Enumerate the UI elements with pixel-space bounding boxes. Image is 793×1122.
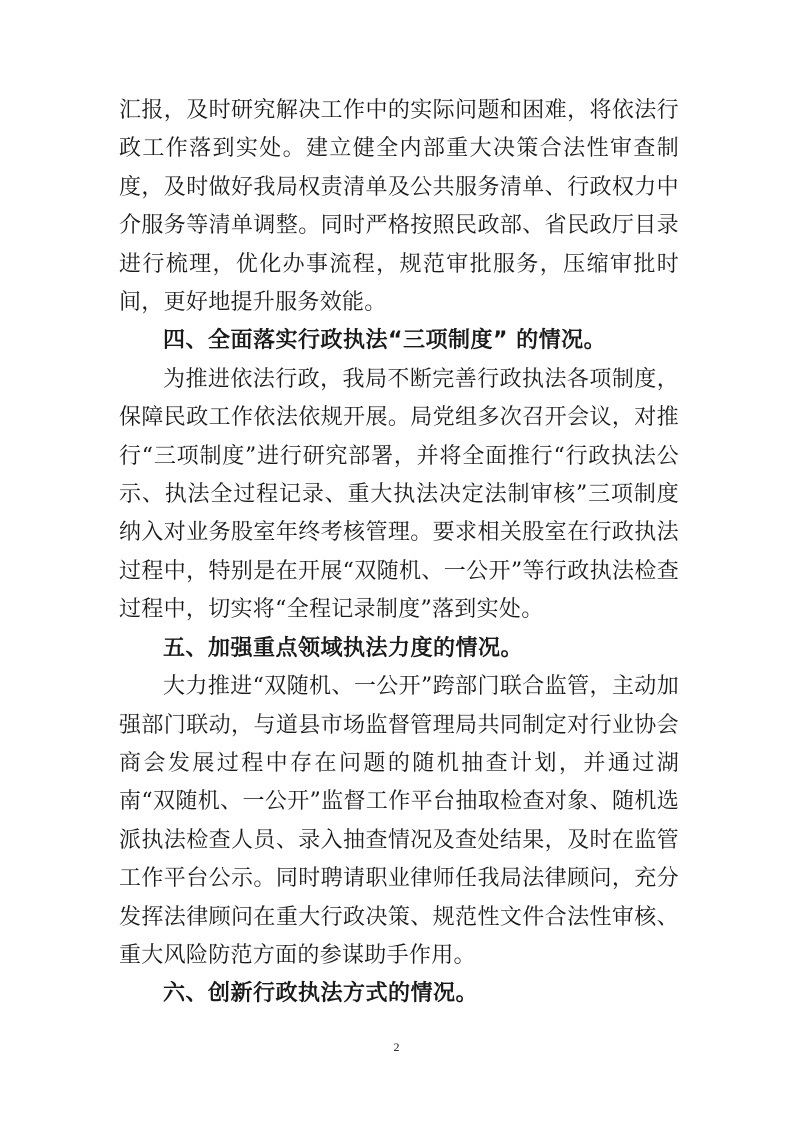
section-heading-4: 四、全面落实行政执法“三项制度” 的情况。 [163,328,607,354]
paragraph-section-5: 大力推进“双随机、一公开”跨部门联合监管，主动加强部门联动，与道县市场监督管理局共同制定对行业协会商会发展过程中存在问题的随机抽查计划，并通过湖南“双随机、一公开”监督工作平台抽取检查对象、随机选派执法检查人员、录入抽查情况及查处结果，及时在监管工作平台公示。同时聘请职业律师任我局法律顾问，充分发挥法律顾问在重大行政决策、规范性文件合法性审核、重大风险防范方面的参谋助手作用。 [119,674,679,968]
document-body [119,92,679,1014]
page-number: 2 [393,1040,400,1054]
paragraph-continued: 汇报，及时研究解决工作中的实际问题和困难，将依法行政工作落到实处。建立健全内部重大决策合法性审查制度，及时做好我局权责清单及公共服务清单、行政权力中介服务等清单调整。同时严格按照民政部、省民政厅目录进行梳理，优化办事流程，规范审批服务，压缩审批时间，更好地提升服务效能。 [119,98,679,316]
paragraph-section-4: 为推进依法行政，我局不断完善行政执法各项制度，保障民政工作依法依规开展。局党组多次召开会议，对推行“三项制度”进行研究部署，并将全面推行“行政执法公示、执法全过程记录、重大执法决定法制审核”三项制度纳入对业务股室年终考核管理。要求相关股室在行政执法过程中，特别是在开展“双随机、一公开”等行政执法检查过程中，切实将“全程记录制度”落到实处。 [119,366,679,623]
section-heading-5: 五、加强重点领域执法力度的情况。 [163,635,524,661]
section-heading-6: 六、创新行政执法方式的情况。 [163,981,479,1007]
